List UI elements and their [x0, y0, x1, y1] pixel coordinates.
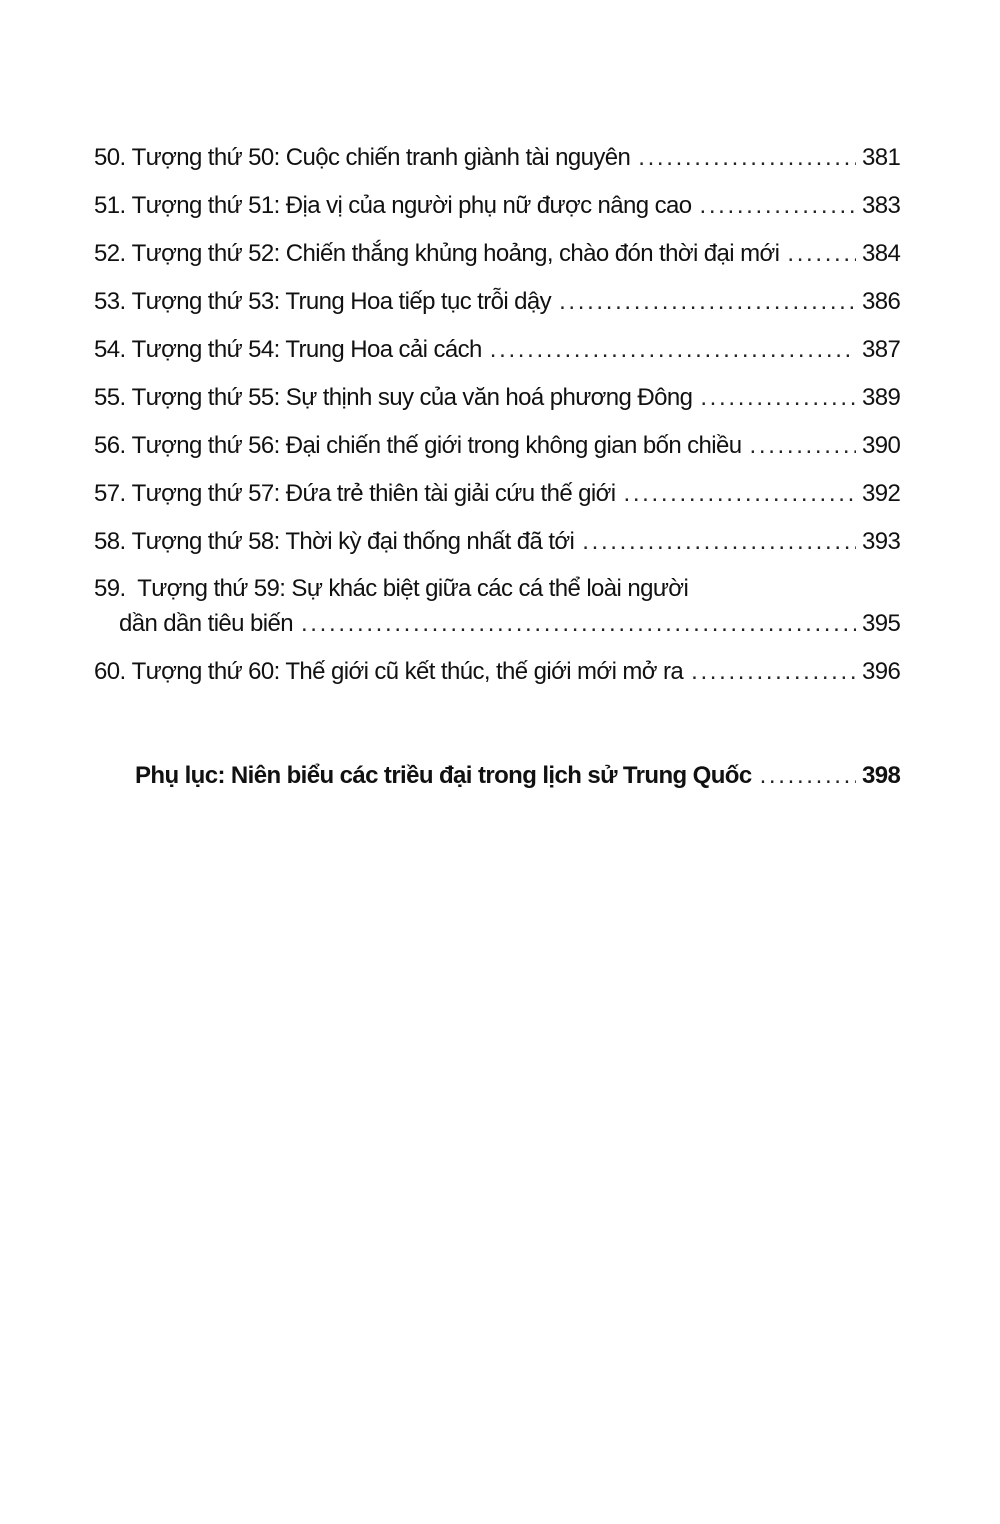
appendix-page-number: 398 [862, 762, 901, 789]
entry-number: 59. [94, 575, 126, 602]
toc-entry-56[interactable] [94, 422, 901, 470]
entry-page-number: 395 [862, 610, 901, 637]
toc-entry-54[interactable] [94, 326, 901, 374]
dot-leader [691, 648, 856, 696]
entry-number: 50. [94, 144, 126, 171]
entry-title: Tượng thứ 53: Trung Hoa tiếp tục trỗi dậy [131, 288, 552, 315]
toc-entry-50[interactable] [94, 134, 901, 182]
entry-page-number: 392 [862, 480, 901, 507]
entry-page-number: 383 [862, 192, 901, 219]
toc-entry-59[interactable] [94, 572, 901, 648]
entry-title-line-1: Tượng thứ 59: Sự khác biệt giữa các cá thể loài người [137, 575, 689, 602]
dot-leader [638, 134, 856, 182]
entry-page-number: 381 [862, 144, 901, 171]
entry-number: 52. [94, 240, 126, 267]
entry-number: 51. [94, 192, 126, 219]
entry-title: Tượng thứ 57: Đứa trẻ thiên tài giải cứu thế giới [131, 480, 616, 507]
toc-entry-55[interactable] [94, 374, 901, 422]
entry-number: 60. [94, 658, 126, 685]
toc-entry-58[interactable] [94, 518, 901, 566]
dot-leader [700, 182, 857, 230]
entry-title-line-2-row [94, 600, 901, 648]
dot-leader [750, 422, 856, 470]
toc-entry-appendix[interactable] [135, 752, 901, 800]
dot-leader [490, 326, 856, 374]
entry-page-number: 390 [862, 432, 901, 459]
table-of-contents [94, 134, 901, 696]
entry-title: Tượng thứ 51: Địa vị của người phụ nữ được nâng cao [131, 192, 692, 219]
entry-title: Tượng thứ 55: Sự thịnh suy của văn hoá phương Đông [131, 384, 693, 411]
entry-number: 58. [94, 528, 126, 555]
entry-title: Tượng thứ 60: Thế giới cũ kết thúc, thế giới mới mở ra [131, 658, 684, 685]
dot-leader [301, 600, 856, 648]
entry-page-number: 389 [862, 384, 901, 411]
entry-title: Tượng thứ 50: Cuộc chiến tranh giành tài nguyên [131, 144, 631, 171]
entry-title: Tượng thứ 56: Đại chiến thế giới trong không gian bốn chiều [131, 432, 742, 459]
toc-entry-57[interactable] [94, 470, 901, 518]
dot-leader [582, 518, 856, 566]
entry-page-number: 384 [862, 240, 901, 267]
appendix-title: Phụ lục: Niên biểu các triều đại trong lịch sử Trung Quốc [135, 762, 752, 789]
entry-title-line-2: dần dần tiêu biến [119, 610, 293, 637]
dot-leader [700, 374, 856, 422]
dot-leader [760, 752, 856, 800]
toc-entry-52[interactable] [94, 230, 901, 278]
entry-title: Tượng thứ 54: Trung Hoa cải cách [131, 336, 482, 363]
entry-number: 54. [94, 336, 126, 363]
dot-leader [559, 278, 856, 326]
entry-title: Tượng thứ 58: Thời kỳ đại thống nhất đã tới [131, 528, 575, 555]
entry-number: 53. [94, 288, 126, 315]
toc-entry-51[interactable] [94, 182, 901, 230]
dot-leader [624, 470, 857, 518]
entry-number: 56. [94, 432, 126, 459]
toc-entry-53[interactable] [94, 278, 901, 326]
entry-page-number: 393 [862, 528, 901, 555]
entry-page-number: 387 [862, 336, 901, 363]
entry-number: 55. [94, 384, 126, 411]
dot-leader [787, 230, 856, 278]
entry-number: 57. [94, 480, 126, 507]
entry-page-number: 386 [862, 288, 901, 315]
entry-page-number: 396 [862, 658, 901, 685]
entry-title: Tượng thứ 52: Chiến thắng khủng hoảng, chào đón thời đại mới [131, 240, 780, 267]
toc-entry-60[interactable] [94, 648, 901, 696]
